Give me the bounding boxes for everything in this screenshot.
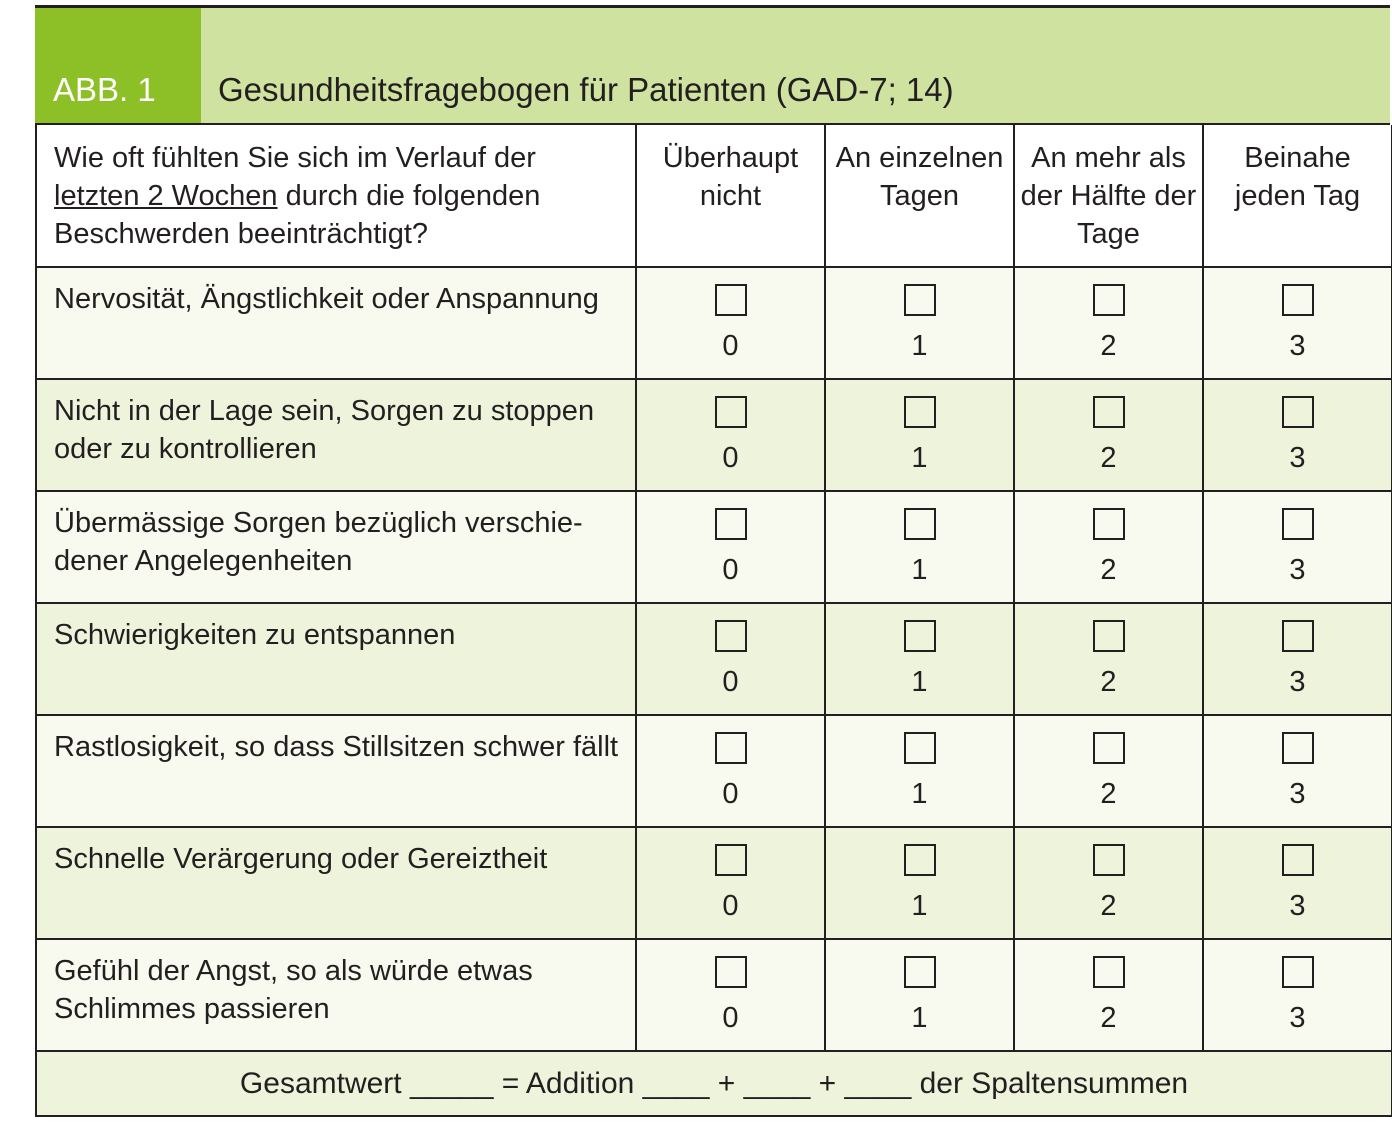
- answer-checkbox[interactable]: [904, 284, 936, 316]
- score-value: 1: [911, 442, 928, 474]
- option-cell: [1014, 379, 1203, 491]
- answer-checkbox[interactable]: [1093, 620, 1125, 652]
- option-cell: [825, 827, 1014, 939]
- option-cell: [636, 267, 825, 379]
- figure-title: Gesundheitsfragebogen für Patienten (GAD-7; 14): [201, 8, 1390, 123]
- option-cell: [636, 491, 825, 603]
- score-value: 3: [1289, 330, 1306, 362]
- answer-checkbox[interactable]: [1282, 844, 1314, 876]
- option-cell: [1203, 939, 1392, 1051]
- answer-checkbox[interactable]: [715, 844, 747, 876]
- answer-checkbox[interactable]: [904, 508, 936, 540]
- option-cell: [636, 939, 825, 1051]
- score-value: 0: [722, 890, 739, 922]
- score-value: 1: [911, 330, 928, 362]
- score-value: 0: [722, 330, 739, 362]
- item-text: Nervosität, Ängstlichkeit oder Anspannung: [36, 267, 636, 379]
- answer-checkbox[interactable]: [1093, 284, 1125, 316]
- score-value: 2: [1100, 666, 1117, 698]
- score-value: 3: [1289, 666, 1306, 698]
- score-value: 2: [1100, 890, 1117, 922]
- option-cell: [1014, 939, 1203, 1051]
- score-value: 0: [722, 1002, 739, 1034]
- answer-checkbox[interactable]: [1093, 508, 1125, 540]
- score-value: 2: [1100, 330, 1117, 362]
- question-header-text-2: durch die folgenden Beschwerden beeinträchtigt?: [54, 180, 541, 250]
- score-value: 0: [722, 778, 739, 810]
- score-value: 0: [722, 554, 739, 586]
- item-text: Schnelle Verärgerung oder Gereiztheit: [36, 827, 636, 939]
- score-value: 3: [1289, 554, 1306, 586]
- option-cell: [825, 491, 1014, 603]
- figure: [35, 5, 1390, 1117]
- answer-checkbox[interactable]: [1282, 732, 1314, 764]
- answer-checkbox[interactable]: [1093, 956, 1125, 988]
- table-row: [36, 267, 1392, 379]
- figure-label: ABB. 1: [35, 8, 201, 123]
- score-value: 3: [1289, 442, 1306, 474]
- score-value: 2: [1100, 554, 1117, 586]
- score-value: 3: [1289, 890, 1306, 922]
- score-value: 3: [1289, 778, 1306, 810]
- option-cell: [1203, 491, 1392, 603]
- answer-checkbox[interactable]: [904, 844, 936, 876]
- answer-checkbox[interactable]: [904, 956, 936, 988]
- answer-checkbox[interactable]: [904, 732, 936, 764]
- question-header-text-1: Wie oft fühlten Sie sich im Verlauf der: [54, 142, 536, 174]
- table-row: [36, 491, 1392, 603]
- option-cell: [825, 267, 1014, 379]
- answer-checkbox[interactable]: [1282, 396, 1314, 428]
- answer-checkbox[interactable]: [1282, 620, 1314, 652]
- table-row: [36, 939, 1392, 1051]
- answer-checkbox[interactable]: [715, 508, 747, 540]
- score-value: 0: [722, 666, 739, 698]
- score-value: 0: [722, 442, 739, 474]
- answer-checkbox[interactable]: [904, 396, 936, 428]
- option-cell: [1014, 267, 1203, 379]
- option-header-not-at-all: Überhaupt nicht: [636, 125, 825, 267]
- score-value: 3: [1289, 1002, 1306, 1034]
- footer-row: [36, 1051, 1392, 1116]
- item-rows: [36, 267, 1392, 1051]
- option-cell: [636, 379, 825, 491]
- table-row: [36, 827, 1392, 939]
- option-cell: [1014, 715, 1203, 827]
- option-header-several-days: An einzelnen Tagen: [825, 125, 1014, 267]
- option-cell: [1203, 827, 1392, 939]
- option-cell: [636, 715, 825, 827]
- option-cell: [825, 715, 1014, 827]
- score-value: 1: [911, 666, 928, 698]
- option-cell: [1014, 491, 1203, 603]
- option-cell: [1203, 267, 1392, 379]
- score-value: 2: [1100, 1002, 1117, 1034]
- option-cell: [1203, 379, 1392, 491]
- option-cell: [1203, 603, 1392, 715]
- answer-checkbox[interactable]: [715, 956, 747, 988]
- score-value: 1: [911, 554, 928, 586]
- score-value: 2: [1100, 778, 1117, 810]
- option-header-nearly-every-day: Beinahe jeden Tag: [1203, 125, 1392, 267]
- answer-checkbox[interactable]: [1093, 396, 1125, 428]
- item-text: Übermässige Sorgen bezüglich verschie-dener Angelegenheiten: [36, 491, 636, 603]
- questionnaire-table: [35, 125, 1392, 1117]
- table-row: [36, 715, 1392, 827]
- option-cell: [636, 603, 825, 715]
- item-text: Schwierigkeiten zu entspannen: [36, 603, 636, 715]
- header-row: [36, 125, 1392, 267]
- answer-checkbox[interactable]: [904, 620, 936, 652]
- score-value: 2: [1100, 442, 1117, 474]
- item-text: Gefühl der Angst, so als würde etwas Schlimmes passieren: [36, 939, 636, 1051]
- table-row: [36, 603, 1392, 715]
- option-cell: [1203, 715, 1392, 827]
- answer-checkbox[interactable]: [1282, 284, 1314, 316]
- table-row: [36, 379, 1392, 491]
- option-cell: [636, 827, 825, 939]
- answer-checkbox[interactable]: [715, 396, 747, 428]
- answer-checkbox[interactable]: [1282, 956, 1314, 988]
- item-text: Rastlosigkeit, so dass Stillsitzen schwer fällt: [36, 715, 636, 827]
- answer-checkbox[interactable]: [1282, 508, 1314, 540]
- option-cell: [825, 939, 1014, 1051]
- answer-checkbox[interactable]: [1093, 732, 1125, 764]
- option-cell: [1014, 603, 1203, 715]
- question-header-underlined: letzten 2 Wochen: [54, 180, 278, 212]
- option-cell: [825, 603, 1014, 715]
- answer-checkbox[interactable]: [1093, 844, 1125, 876]
- item-text: Nicht in der Lage sein, Sorgen zu stoppen oder zu kontrollieren: [36, 379, 636, 491]
- figure-header: [35, 8, 1390, 125]
- score-value: 1: [911, 890, 928, 922]
- answer-checkbox[interactable]: [715, 620, 747, 652]
- option-cell: [1014, 827, 1203, 939]
- answer-checkbox[interactable]: [715, 284, 747, 316]
- option-header-more-than-half: An mehr als der Hälfte der Tage: [1014, 125, 1203, 267]
- answer-checkbox[interactable]: [715, 732, 747, 764]
- total-score-line: Gesamtwert _____ = Addition ____ + ____ + ____ der Spaltensummen: [36, 1051, 1392, 1116]
- question-header: [36, 125, 636, 267]
- option-cell: [825, 379, 1014, 491]
- score-value: 1: [911, 1002, 928, 1034]
- score-value: 1: [911, 778, 928, 810]
